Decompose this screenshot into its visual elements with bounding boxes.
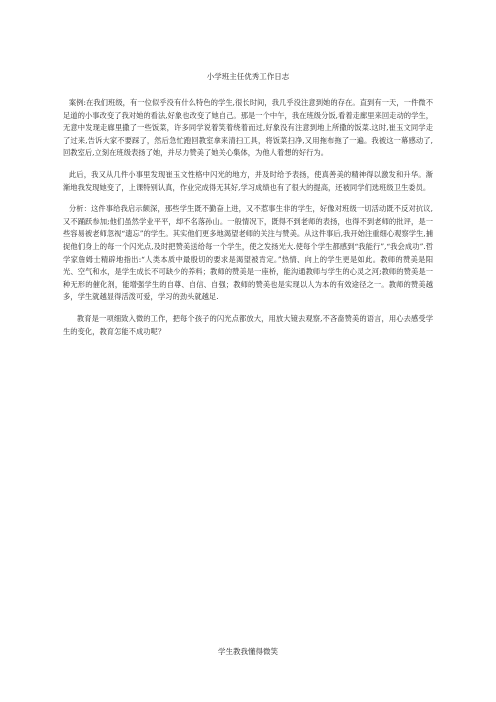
paragraph-followup: 此后，我又从几件小事里发现崔玉文性格中闪光的地方，并及时给予表扬，使真善美的精神得以激发和升华。渐渐地我发现她变了，上课特别认真，作业完成得无其好,学习成绩也有了很大的提高，还被同学们选班级卫生委员。 [63, 169, 433, 192]
document-footer: 学生教我懂得微笑 [218, 647, 278, 656]
paragraph-conclusion: 教育是一项细致入微的工作，把每个孩子的闪光点都放大，用放大镜去观察,不吝啬赞美的语言，用心去感受学生的变化，教育怎能不成功呢？ [63, 313, 433, 336]
paragraph-analysis: 分析：这件事给我启示颇深，那些学生既不勤奋上进，又不惹事生非的学生，好像对班级一切活动既不反对抗议,又不踊跃参加;他们虽然学业平平，却不名落孙山。一般情况下，既得不到老师的表扬，也得不到老师的批评，是一些容易被老师忽视“遗忘”的学生。其实他们更多地渴望老师的关注与赞美。从这件事后,我开始注重细心观察学生,捕捉他们身上的每一个闪光点,及时把赞美送给每一个学生，使之发扬光大.使每个学生都感到“我能行”,“我会成功”.哲学家詹姆士精辟地指出:“人类本质中最殷切的要求是渴望被肯定。”热情、向上的学生更是如此。教师的赞美是阳光、空气和水，是学生成长不可缺少的养料；教师的赞美是一座桥，能沟通教师与学生的心灵之河;教师的赞美是一种无形的催化剂，能增强学生的自尊、自信、自强；教师的赞美也是实现以人为本的有效途径之一。教师的赞美越多，学生就越显得活泼可爱，学习的劲头就越足. [63, 204, 433, 302]
document-title: 小学班主任优秀工作日志 [206, 72, 290, 81]
document-body [63, 97, 433, 347]
paragraph-case: 案例:在我们班级，有一位似乎没有什么特色的学生,很长时间，我几乎没注意到她的存在。直到有一天，一件微不足道的小事改变了我对她的看法,好象也改变了她自己。那是一个中午，我在班级分饭,看着走廊里来回走动的学生，无意中发现走廊里撒了一些饭菜，许多同学说着笑着绕着而过,好象没有注意到地上所撒的饭菜.这时,崔玉文同学走了过来,告诉大家不要踩了，然后急忙跑回教室拿来清扫工具，将饭菜扫净,又用拖布拖了一遍。我被这一幕感动了,回教室后,立刻在班级表扬了她，并尽力赞美了她关心集体，为他人着想的好行为。 [63, 98, 433, 158]
